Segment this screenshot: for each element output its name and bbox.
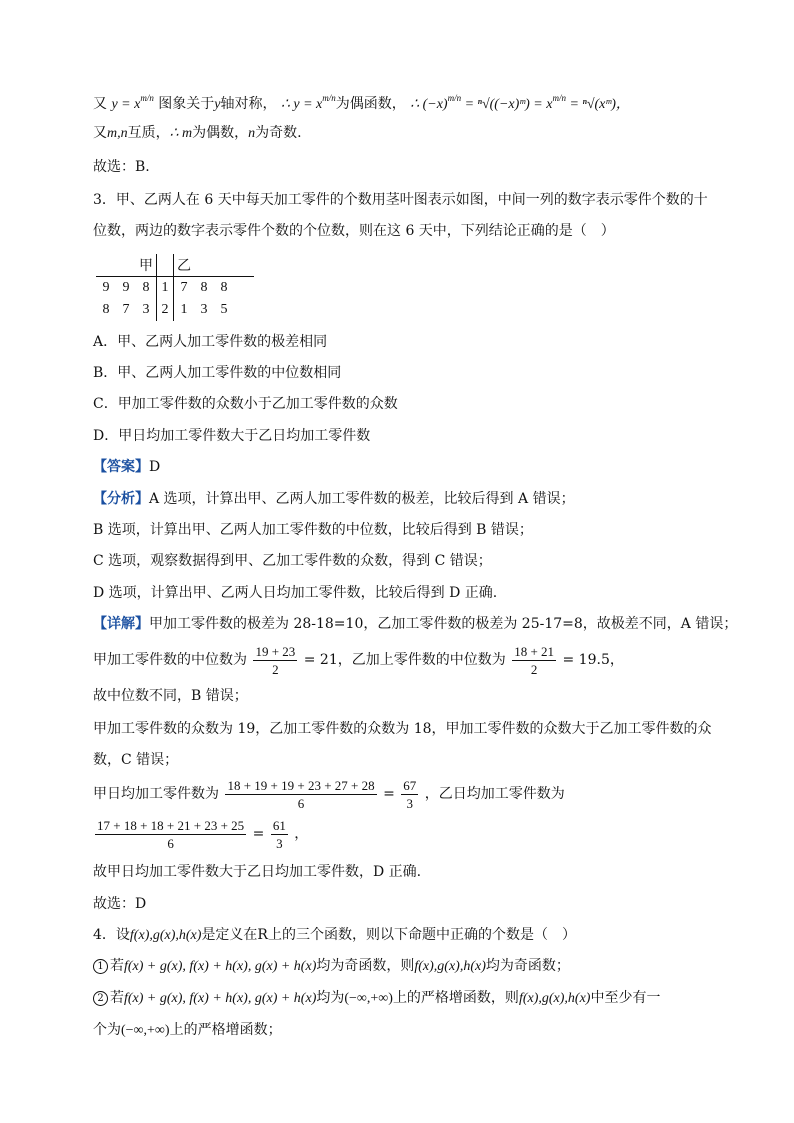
average-fraction-yi: $\frac{17 + 18 + 18 + 21 + 23 + 25}{6}$: [97, 817, 245, 851]
q3-stem-line-1: 3．甲、乙两人在 6 天中每天加工零件的个数用茎叶图表示如图，中间一列的数字表示零件个数的十: [93, 192, 708, 208]
detail-tag: 【详解】: [93, 616, 149, 632]
q3-median-line: 甲加工零件数的中位数为 $\frac{19 + 23}{2}$ = 21，乙加上零件数的中位数为 $\frac{18 + 21}{2}$ = 19.5，: [93, 643, 624, 677]
median-fraction-yi: $\frac{18 + 21}{2}$: [514, 643, 555, 677]
q3-analysis-line-1: 【分析】A 选项，计算出甲、乙两人加工零件数的极差，比较后得到 A 错误；: [93, 491, 575, 507]
prev-solution-line-1: 又 $y = x^{m/n}$ 图象关于y轴对称， ∴ $y = x^{m/n}$为偶函数， ∴ $(-x)^{m/n}$ = ⁿ√((−x)ᵐ) = $x^{m/n}$ = ⁿ√(xᵐ)，: [93, 93, 630, 112]
stem-leaf-header: [96, 254, 254, 277]
stem-value: 2: [157, 299, 174, 321]
q3-choice: 故选：D: [93, 896, 147, 912]
q4-stem: 4．设f(x),g(x),h(x)是定义在R上的三个函数，则以下命题中正确的个数是（ ）: [93, 927, 576, 943]
q3-option-c: C．甲加工零件数的众数小于乙加工零件数的众数: [93, 396, 398, 412]
q3-stem-line-2: 位数，两边的数字表示零件个数的个位数，则在这 6 天中，下列结论正确的是（ ）: [93, 223, 615, 239]
q4-proposition-2-line-2: 个为(−∞,+∞)上的严格增函数；: [93, 1022, 282, 1038]
q3-analysis-line-2: B 选项，计算出甲、乙两人加工零件数的中位数，比较后得到 B 错误；: [93, 522, 533, 538]
q3-answer: 【答案】D: [93, 459, 161, 475]
prev-solution-choice: 故选：B.: [93, 159, 150, 175]
q3-option-d: D．甲日均加工零件数大于乙日均加工零件数: [93, 428, 371, 444]
stem-value: 1: [157, 277, 174, 300]
average-result-yi: $\frac{61}{3}$: [272, 817, 286, 851]
q3-mode-line-2: 数，C 错误；: [93, 752, 179, 768]
q3-detail-line-1: 【详解】甲加工零件数的极差为 28-18=10，乙加工零件数的极差为 25-17=8，故极差不同，A 错误；: [93, 616, 738, 632]
stem-leaf-row: 9 9 8 1 7 8 8: [96, 277, 254, 300]
stem-leaf-plot: [96, 254, 254, 321]
header-jia: 甲: [136, 254, 157, 277]
q3-average-line-2: $\frac{17 + 18 + 18 + 21 + 23 + 25}{6}$ = $\frac{61}{3}$ ，: [97, 817, 309, 851]
q3-mode-line-1: 甲加工零件数的众数为 19，乙加工零件数的众数为 18，甲加工零件数的众数大于乙加工零件数的众: [93, 721, 712, 737]
median-fraction-jia: $\frac{19 + 23}{2}$: [255, 643, 296, 677]
prev-solution-line-2: 又m,n互质，∴ m为偶数，n为奇数.: [93, 125, 302, 141]
circled-number: 1: [93, 959, 108, 974]
answer-tag: 【答案】: [93, 459, 149, 475]
q4-proposition-2-line-1: 2 若f(x) + g(x), f(x) + h(x), g(x) + h(x)均为(−∞,+∞)上的严格增函数，则f(x),g(x),h(x)中至少有一: [93, 988, 754, 1009]
q3-median-conclusion: 故中位数不同，B 错误；: [93, 688, 248, 704]
circled-number: 2: [93, 991, 108, 1006]
q4-proposition-1: 1 若f(x) + g(x), f(x) + h(x), g(x) + h(x)均为奇函数，则f(x),g(x),h(x)均为奇函数；: [93, 956, 754, 977]
q3-option-a: A．甲、乙两人加工零件数的极差相同: [93, 334, 328, 350]
stem-leaf-row: 8 7 3 2 1 3 5: [96, 299, 254, 321]
average-fraction-jia: $\frac{18 + 19 + 19 + 23 + 27 + 28}{6}$: [227, 777, 375, 811]
average-result-jia: $\frac{67}{3}$: [403, 777, 417, 811]
analysis-tag: 【分析】: [93, 491, 149, 507]
q3-analysis-line-4: D 选项，计算出甲、乙两人日均加工零件数，比较后得到 D 正确.: [93, 585, 498, 601]
stem-leaf-table: [96, 254, 254, 321]
q3-conclusion: 故甲日均加工零件数大于乙日均加工零件数，D 正确.: [93, 864, 422, 880]
q3-analysis-line-3: C 选项，观察数据得到甲、乙加工零件数的众数，得到 C 错误；: [93, 553, 492, 569]
q3-option-b: B．甲、乙两人加工零件数的中位数相同: [93, 365, 342, 381]
header-yi: 乙: [174, 254, 195, 277]
q3-average-line-1: 甲日均加工零件数为 $\frac{18 + 19 + 19 + 23 + 27 + 28}{6}$ = $\frac{67}{3}$ ，乙日均加工零件数为: [93, 777, 565, 811]
